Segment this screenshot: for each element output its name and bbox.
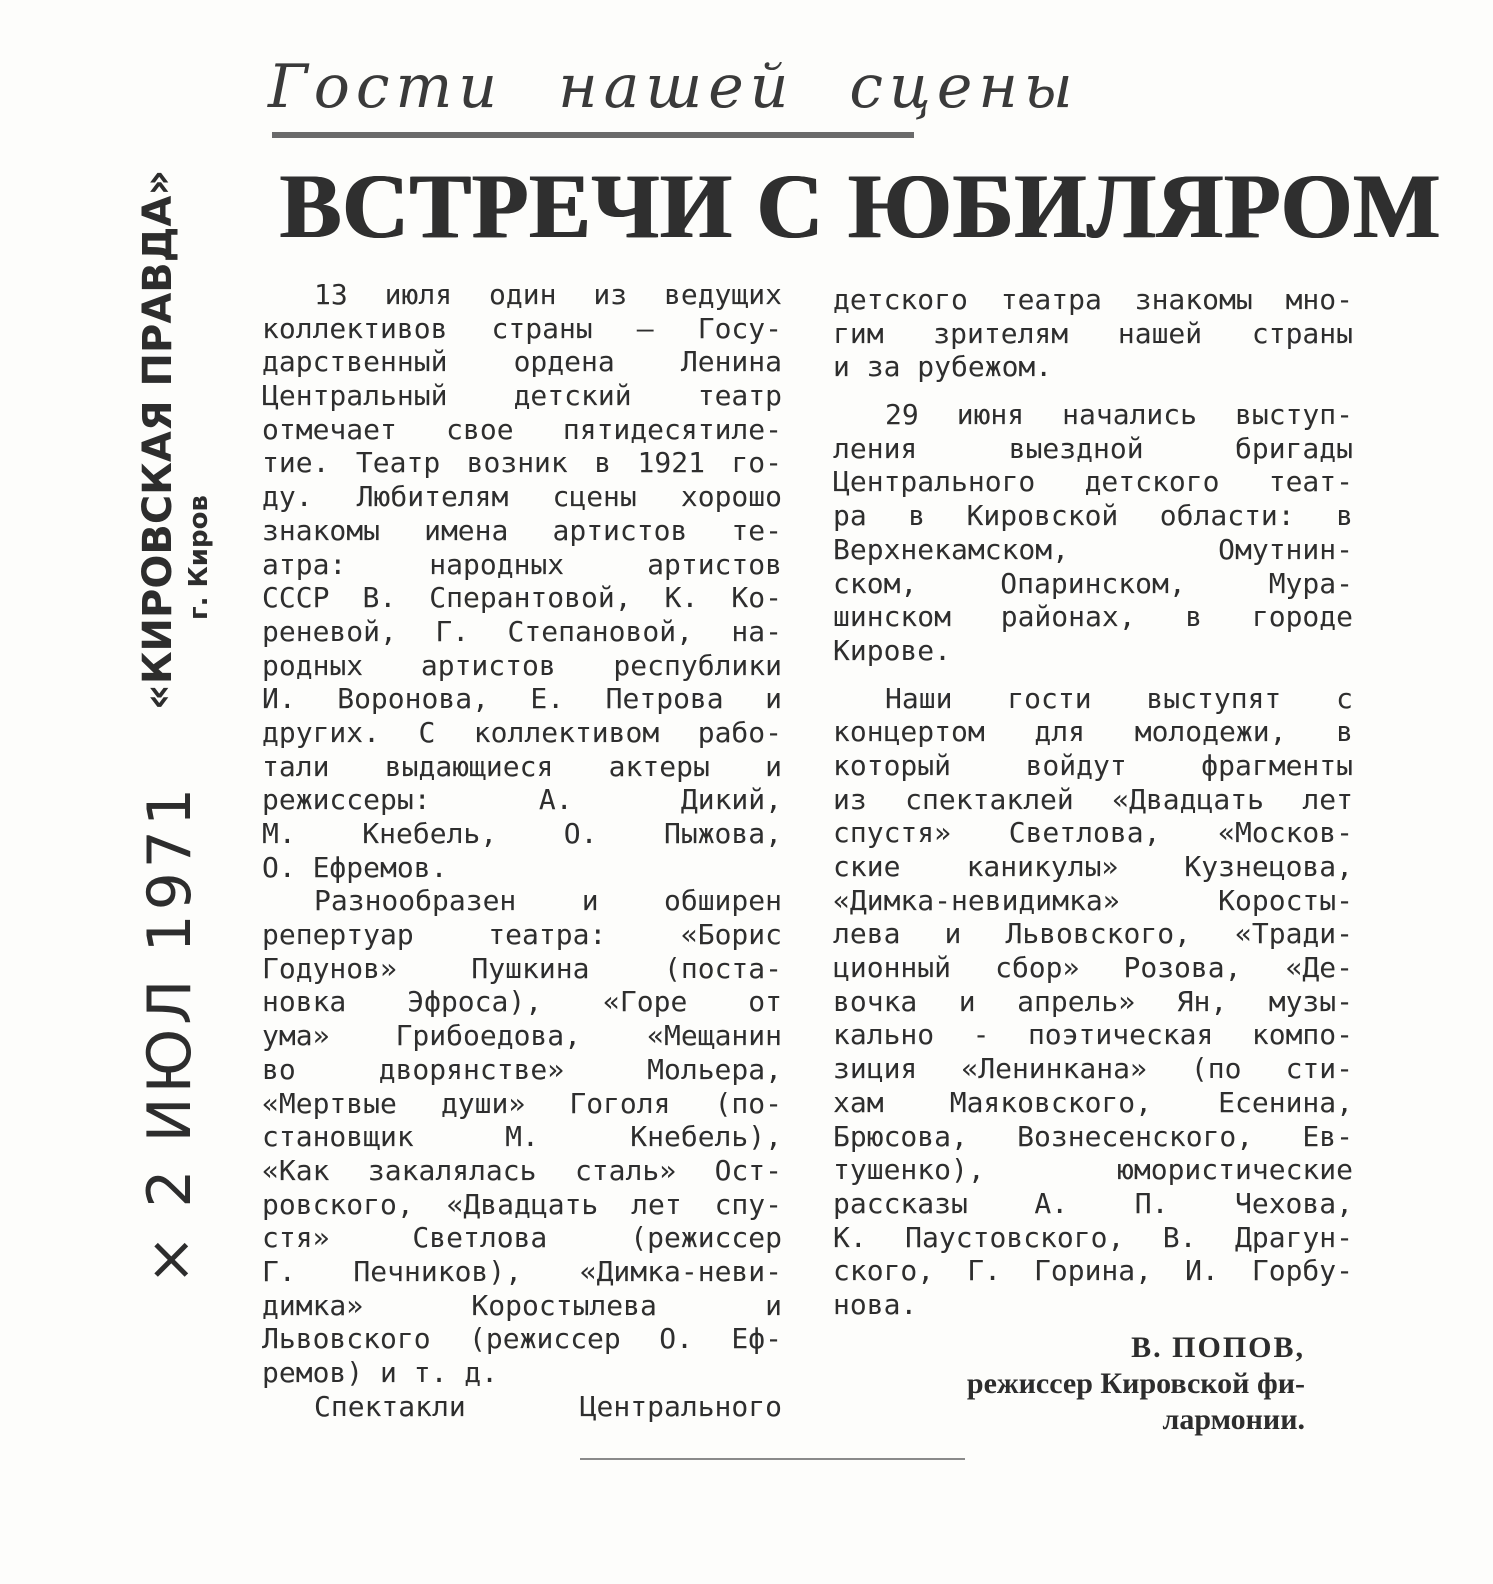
paragraph-gap	[833, 668, 1353, 682]
text-line: Центрального детского теат-	[833, 465, 1353, 499]
text-line: ума» Грибоедова, «Мещанин	[262, 1019, 782, 1053]
text-line: 29 июня начались выступ-	[885, 398, 1353, 432]
text-line: коллективов страны — Госу-	[262, 311, 782, 345]
text-line: К. Паустовского, В. Драгун-	[833, 1220, 1353, 1254]
side-stamp	[120, 169, 220, 1285]
text-line: режиссеры: А. Дикий,	[262, 783, 782, 817]
text-line: нова.	[833, 1287, 918, 1321]
text-line: становщик М. Кнебель),	[262, 1120, 782, 1154]
article-column-left	[262, 278, 782, 1423]
text-line: Центральный детский театр	[262, 379, 782, 413]
text-line: Верхнекамском, Омутнин-	[833, 532, 1353, 566]
text-line: Кирове.	[833, 633, 952, 667]
text-line: стя» Светлова (режиссер	[262, 1221, 782, 1255]
text-line: из спектаклей «Двадцать лет	[833, 782, 1353, 816]
rubric-underline	[272, 132, 914, 138]
stamp-date: × 2 ИЮЛ 1971	[135, 783, 205, 1285]
author-role-line-2: лармонии.	[1162, 1403, 1305, 1436]
text-line: Наши гости выступят с	[885, 681, 1353, 715]
article-column-right	[833, 283, 1353, 1322]
text-line: «Мертвые души» Гоголя (по-	[262, 1086, 782, 1120]
signature	[860, 1330, 1305, 1438]
text-line: дарственный ордена Ленина	[262, 345, 782, 379]
headline: ВСТРЕЧИ С ЮБИЛЯРОМ	[280, 155, 1442, 257]
text-line: знакомы имена артистов те-	[262, 513, 782, 547]
text-line: шинском районах, в городе	[833, 600, 1353, 634]
text-line: 13 июля один из ведущих	[314, 278, 782, 311]
paragraph-gap	[833, 384, 1353, 398]
text-line: детского театра знакомы мно-	[833, 283, 1353, 316]
text-line: М. Кнебель, О. Пыжова,	[262, 817, 782, 850]
author-name: В. ПОПОВ,	[1131, 1331, 1305, 1364]
text-line: кально - поэтическая компо-	[833, 1018, 1353, 1052]
text-line: Разнообразен и обширен	[314, 884, 782, 918]
text-line: ремов) и т. д.	[262, 1356, 499, 1389]
text-line: и за рубежом.	[833, 350, 1053, 384]
text-line: ские каникулы» Кузнецова,	[833, 850, 1353, 883]
rubric-title: Гости нашей сцены	[268, 52, 1079, 122]
text-line: «Димка-невидимка» Коросты-	[833, 883, 1353, 917]
text-line: тали выдающиеся актеры и	[262, 749, 782, 783]
text-line: «Как закалялась сталь» Ост-	[262, 1153, 782, 1187]
text-line: реневой, Г. Степановой, на-	[262, 614, 782, 648]
text-line: ра в Кировской области: в	[833, 499, 1353, 533]
text-line: лева и Львовского, «Тради-	[833, 917, 1353, 951]
text-line: Львовского (режиссер О. Еф-	[262, 1322, 782, 1356]
text-line: О. Ефремов.	[262, 850, 448, 884]
text-line: И. Воронова, Е. Петрова и	[262, 682, 782, 716]
text-line: во дворянстве» Мольера,	[262, 1052, 782, 1086]
text-line: других. С коллективом рабо-	[262, 715, 782, 749]
text-line: ления выездной бригады	[833, 431, 1353, 465]
text-line: ду. Любителям сцены хорошо	[262, 480, 782, 514]
text-line: вочка и апрель» Ян, музы-	[833, 984, 1353, 1018]
text-line: концертом для молодежи, в	[833, 715, 1353, 749]
text-line: СССР В. Сперантовой, К. Ко-	[262, 581, 782, 615]
text-line: спустя» Светлова, «Москов-	[833, 816, 1353, 850]
stamp-newspaper: «КИРОВСКАЯ ПРАВДА»	[135, 169, 181, 710]
text-line: ском, Опаринском, Мура-	[833, 566, 1353, 600]
text-line: Г. Печников), «Димка-неви-	[262, 1254, 782, 1288]
text-line: тушенко), юмористические	[833, 1153, 1353, 1187]
text-line: атра: народных артистов	[262, 547, 782, 581]
text-line: Спектакли Центрального	[314, 1389, 782, 1423]
text-line: димка» Коростылева и	[262, 1288, 782, 1322]
text-line: новка Эфроса), «Горе от	[262, 985, 782, 1019]
author-role-line-1: режиссер Кировской фи-	[966, 1367, 1305, 1400]
text-line: рассказы А. П. Чехова,	[833, 1186, 1353, 1220]
text-line: Годунов» Пушкина (поста-	[262, 951, 782, 985]
text-line: родных артистов республики	[262, 648, 782, 682]
paragraph-concert	[833, 682, 1353, 1322]
text-line: гим зрителям нашей страны	[833, 316, 1353, 350]
bottom-rule	[580, 1458, 965, 1460]
paragraph-tour-intro	[833, 283, 1353, 384]
text-line: ционный сбор» Розова, «Де-	[833, 951, 1353, 985]
text-line: отмечает свое пятидесятиле-	[262, 412, 782, 446]
text-line: ровского, «Двадцать лет спу-	[262, 1187, 782, 1221]
text-line: который войдут фрагменты	[833, 748, 1353, 782]
text-line: хам Маяковского, Есенина,	[833, 1085, 1353, 1119]
text-line: тие. Театр возник в 1921 го-	[262, 446, 782, 480]
text-line: зиция «Ленинкана» (по сти-	[833, 1052, 1353, 1086]
stamp-city: г. Киров	[184, 495, 214, 620]
text-line: Брюсова, Вознесенского, Ев-	[833, 1119, 1353, 1153]
paragraph-tour	[833, 398, 1353, 668]
text-line: репертуар театра: «Борис	[262, 918, 782, 952]
text-line: ского, Г. Горина, И. Горбу-	[833, 1254, 1353, 1288]
